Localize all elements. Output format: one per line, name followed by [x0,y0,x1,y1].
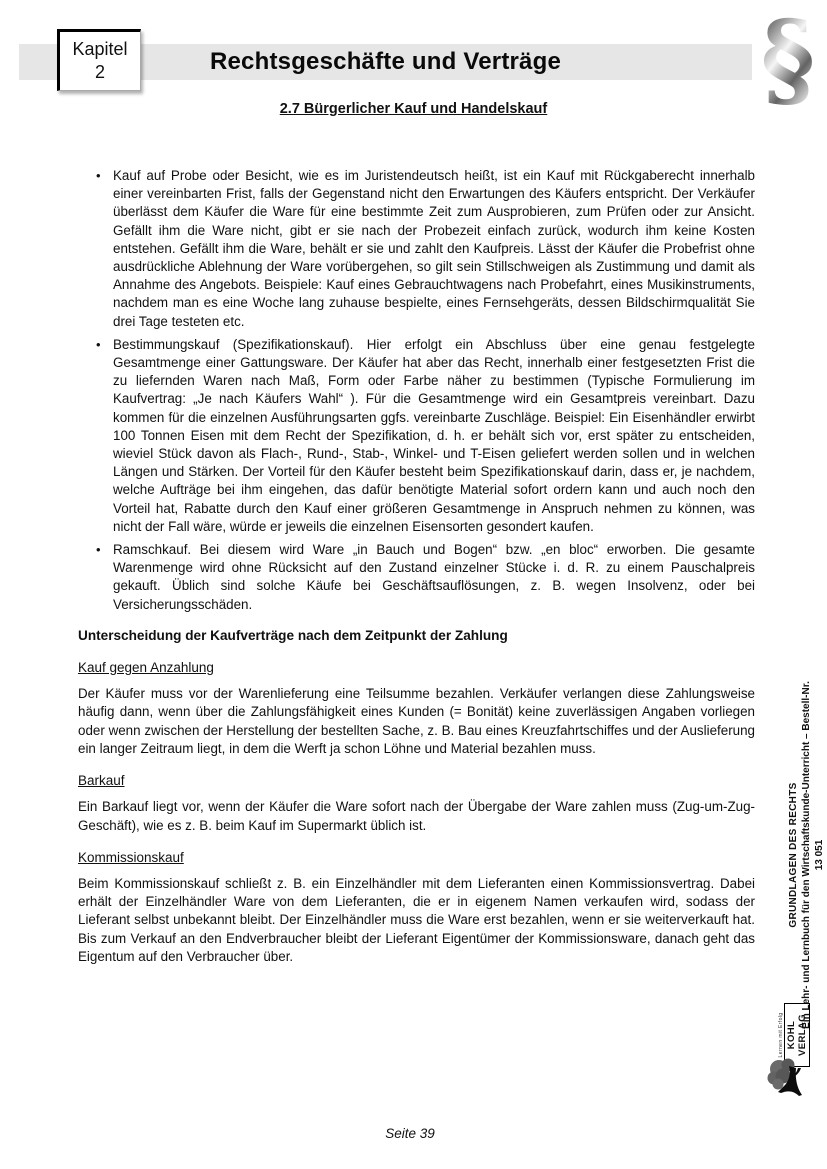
paragraph-barkauf: Ein Barkauf liegt vor, wenn der Käufer die Ware sofort nach der Übergabe der Ware zahlen muss (Zug-um-Zug-Geschäft), wie es z. B. beim Kauf im Supermarkt üblich ist. [78,799,755,833]
paragraph-anzahlung: Der Käufer muss vor der Warenlieferung eine Teilsumme bezahlen. Verkäufer verlangen diese Zahlungsweise häufig dann, wenn über die Zahlungsfähigkeit eines Kunden (= Bonität) keine zuverlässigen Angaben vorliegen oder wenn zwischen der Herstellung der bestellten Sache, z. B. Bau eines Kreuzfahrtschiffes und der Auslieferung ein langer Zeitraum liegt, in dem die Werft ja schon Löhne und Material bezahlen muss. [78,686,755,756]
page-title: Rechtsgeschäfte und Verträge [209,48,562,75]
series-title: GRUNDLAGEN DES RECHTS [788,782,799,928]
subsection-title-anzahlung: Kauf gegen Anzahlung [78,660,214,676]
subsection-title-barkauf: Barkauf [78,773,125,789]
edge-series-info [787,675,825,1035]
publisher-tagline: Lernen mit Erfolg [778,1012,784,1058]
chapter-number: 2 [94,62,105,82]
tree-icon [767,1056,807,1098]
paragraph-sign-icon: § [751,0,825,118]
mid-heading: Unterscheidung der Kaufverträge nach dem Zeitpunkt der Zahlung [78,627,508,643]
section-subtitle: 2.7 Bürgerlicher Kauf und Handelskauf [279,101,548,117]
subsection-title-kommissionskauf: Kommissionskauf [78,849,184,865]
bullet-item-ramschkauf: • Ramschkauf. Bei diesem wird Ware „in Bauch und Bogen“ bzw. „en bloc“ erworben. Die gesamte Warenmenge wird ohne Rücksicht auf den Zustand einzelner Stücke i. d. R. zu einem Pauschalpreis gekauft. Üblich sind solche Käufe bei Geschäftsauflösungen, z. B. wegen Insolvenz, oder bei Versicherungsschäden. [78,541,755,614]
main-text-column [78,167,755,971]
chapter-number-box [57,29,141,91]
bullet-item-bestimmungskauf: • Bestimmungskauf (Spezifikationskauf). Hier erfolgt ein Abschluss über eine genau festgelegte Gesamtmenge einer Gattungsware. Der Käufer hat aber das Recht, innerhalb einer festgesetzten Frist die zu liefernden Waren nach Maß, Form oder Farbe näher zu bestimmen (Typische Formulierung im Kaufvertrag: „Je nach Käufers Wahl“ ). Für die Gesamtmenge wird ein Gesamtpreis vereinbart. Dazu kommen für die einzelnen Ausführungsarten ggfs. vereinbarte Zuschläge. Beispiel: Ein Eisenhändler erwirbt 100 Tonnen Eisen mit dem Recht der Spezifikation, d. h. er behält sich vor, erst später zu entscheiden, wieviel Stück davon als Flach-, Rund-, Stab-, Winkel- und T-Eisen geliefert werden sollen und in welchen Längen und Stärken. Der Vorteil für den Käufer besteht beim Spezifikationskauf darin, dass er, je nachdem, welche Aufträge bei ihm eingehen, das dafür benötigte Material sofort ordern kann und auch noch den Vorteil hat, Rabatte durch den Kauf einer größeren Gesamtmenge in Anspruch nehmen zu können, was nicht der Fall wäre, würde er jeweils die einzelnen Eisensorten gesondert kaufen. [78,336,755,536]
bullet-item-kauf-auf-probe: • Kauf auf Probe oder Besicht, wie es im Juristendeutsch heißt, ist ein Kauf mit Rückgaberecht innerhalb einer vereinbarten Frist, falls der Gegenstand nicht den Erwartungen des Käufers entspricht. Der Verkäufer überlässt dem Käufer die Ware für eine bestimmte Zeit zum Ausprobieren, zum Prüfen oder zur Ansicht. Gefällt ihm die Ware nicht, gibt er sie nach der Probezeit einfach zurück, wodurch ihm keine Kosten entstehen. Gefällt ihm die Ware, behält er sie und zahlt den Kaufpreis. Lässt der Käufer die Probefrist ohne ausdrückliche Ablehnung der Ware vorübergehen, so gilt sein Stillschweigen als Zustimmung und damit als Annahme des Angebots. Beispiele: Kauf eines Gebrauchtwagens nach Probefahrt, eines Musikinstruments, nachdem man es eine Woche lang zuhause bespielte, eines Fernsehgeräts, dessen Bildschirmqualität Sie drei Tage testeten etc. [78,167,755,331]
paragraph-kommissionskauf: Beim Kommissionskauf schließt z. B. ein Einzelhändler mit dem Lieferanten einen Kommissionsvertrag. Dabei erhält der Einzelhändler Ware von dem Lieferanten, die er in eigenem Namen verkaufen wird, sodass der Lieferant selbst unbekannt bleibt. Der Einzelhändler muss die Ware erst bezahlen, wenn er sie weiterverkauft hat. Bis zum Verkauf an den Endverbraucher bleibt der Lieferant Eigentümer der Kommissionsware, danach geht das Eigentum auf den Verbraucher über. [78,875,755,964]
page-number: Seite 39 [385,1126,435,1141]
publisher-name: KOHL VERLAG [784,1003,810,1067]
chapter-label: Kapitel [72,39,128,59]
bullet-list [78,167,755,614]
series-subtitle: Ein Lehr- und Lernbuch für den Wirtschaftskunde-Unterricht – Bestell-Nr. 13 051 [801,681,825,1029]
